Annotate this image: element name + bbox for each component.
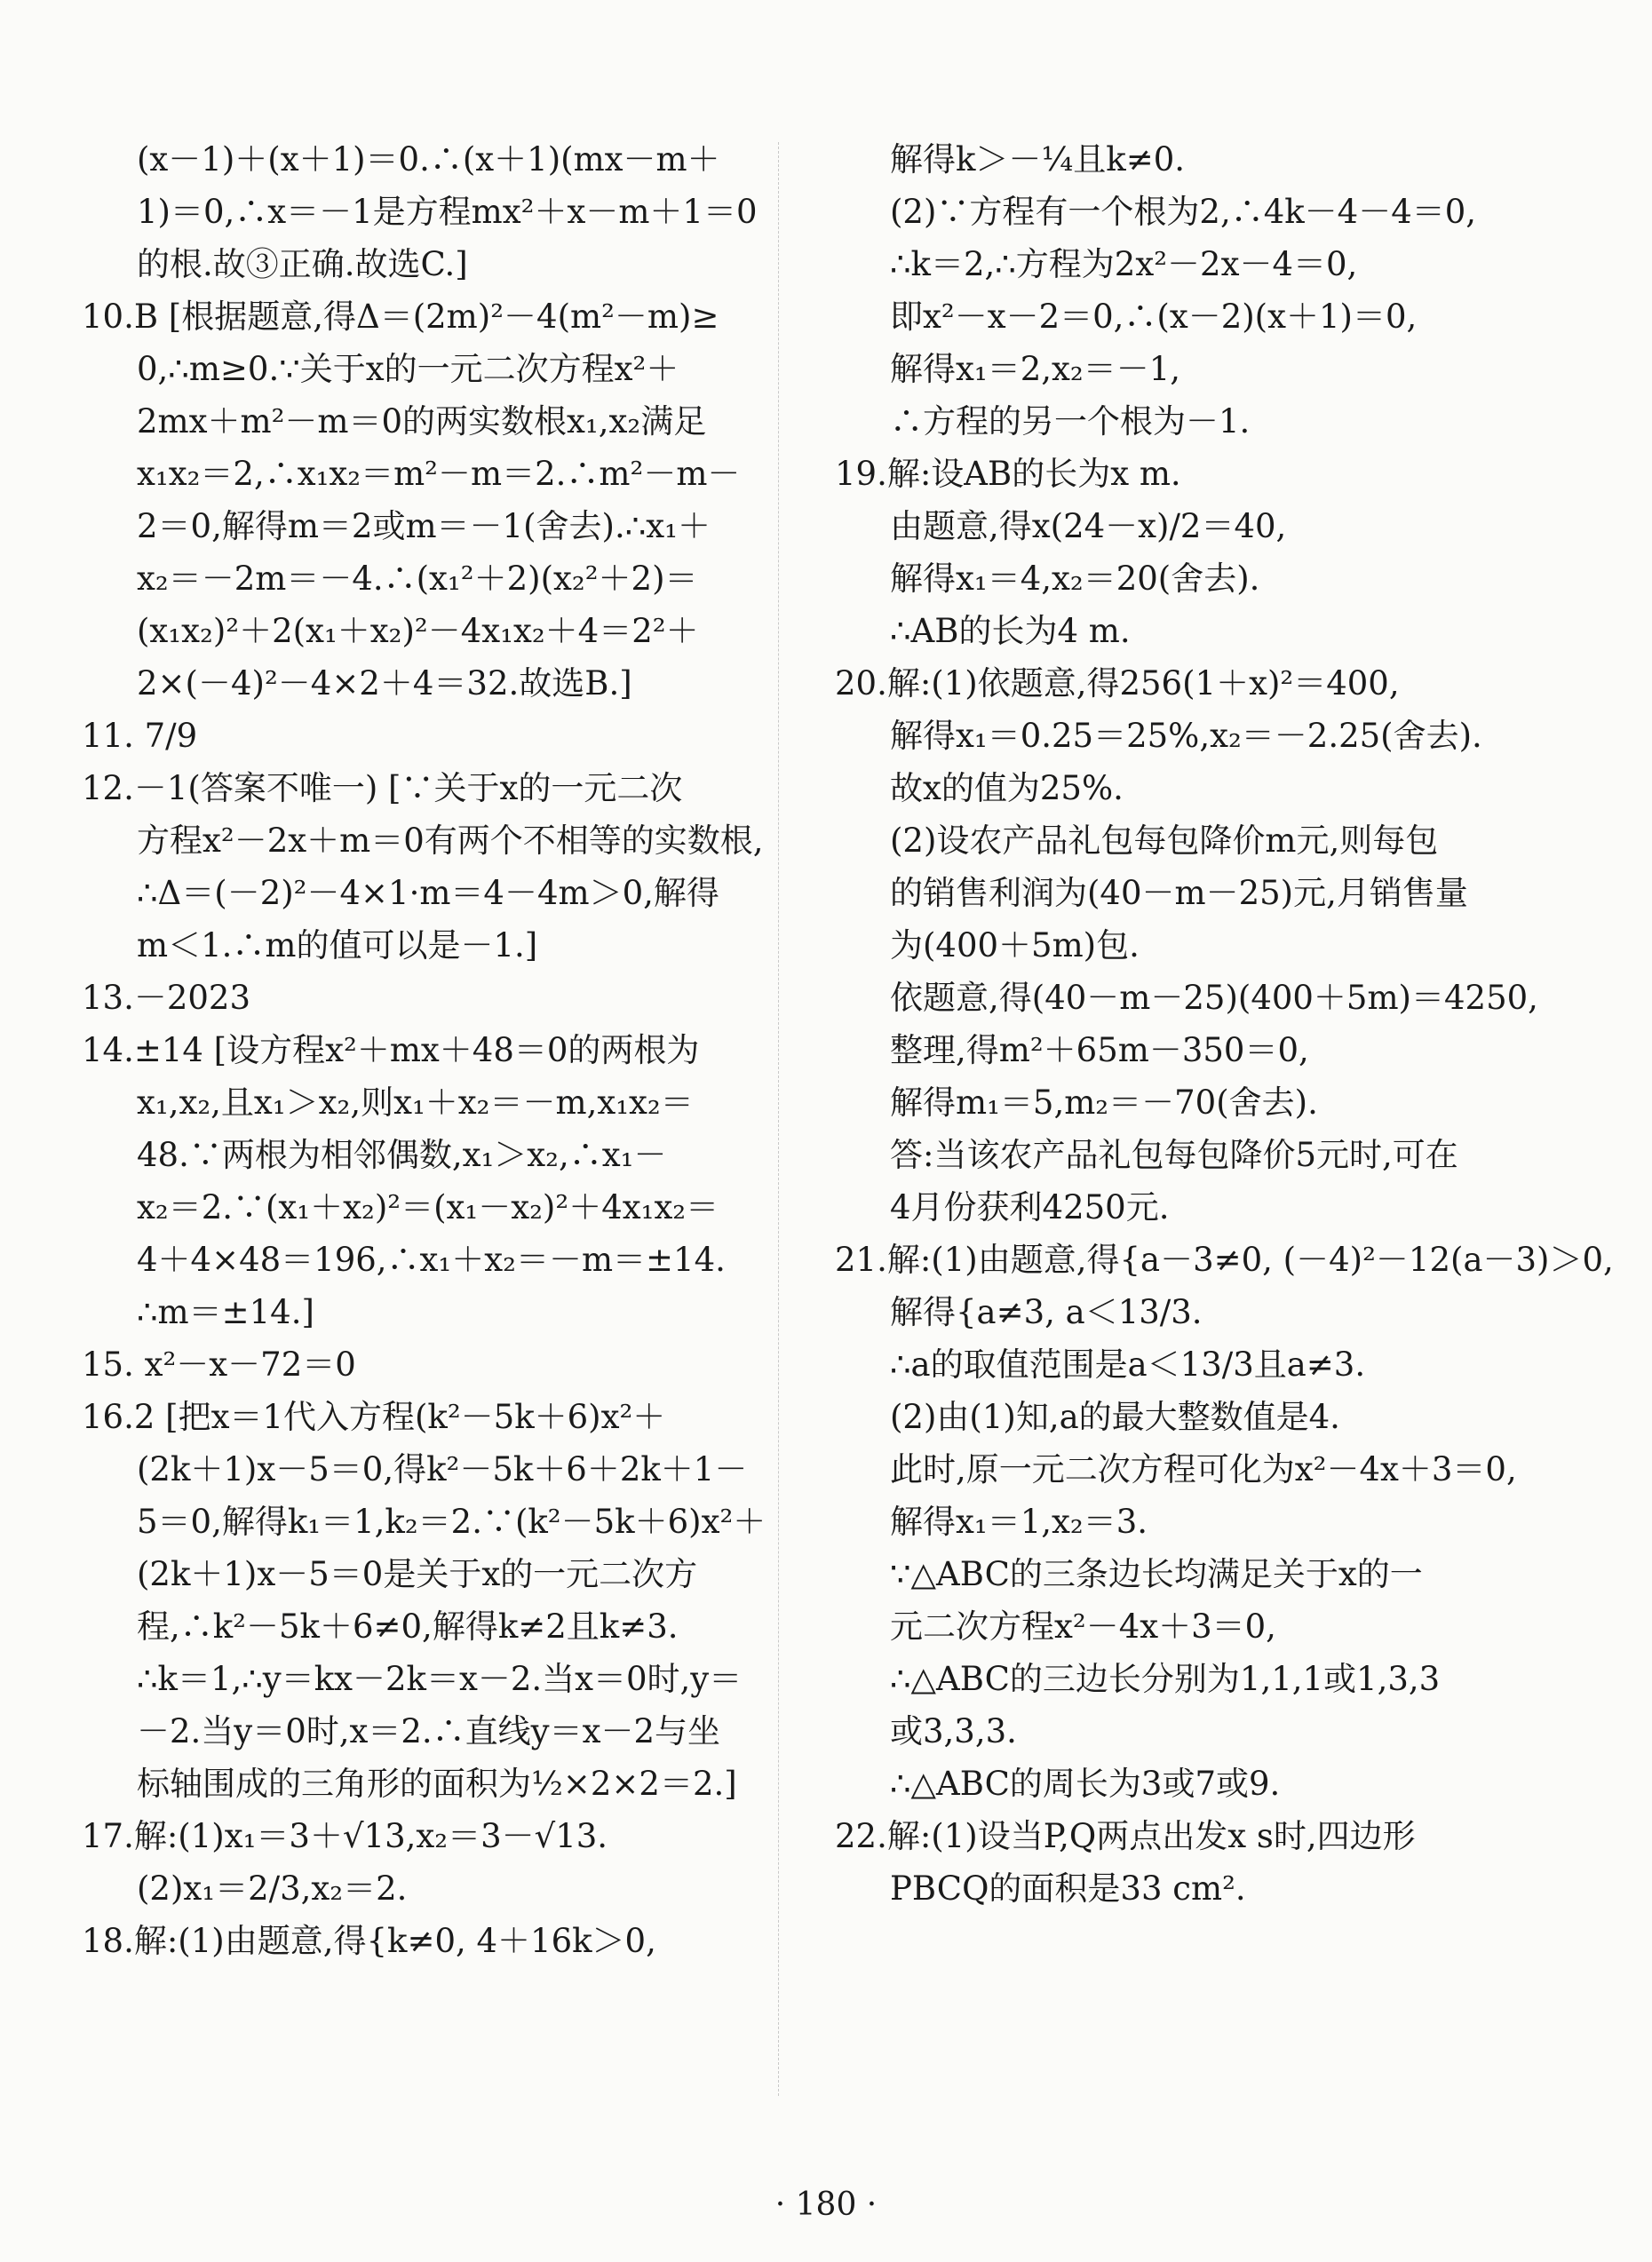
text-line: 22.解:(1)设当P,Q两点出发x s时,四边形 — [835, 1817, 1416, 1855]
text-line: (x－1)＋(x＋1)＝0.∴(x＋1)(mx－m＋ — [137, 140, 720, 179]
text-line: (2)∵方程有一个根为2,∴4k－4－4＝0, — [890, 193, 1477, 231]
text-line: 解得{a≠3, a＜13/3. — [890, 1293, 1203, 1331]
text-line: ∴k＝1,∴y＝kx－2k＝x－2.当x＝0时,y＝ — [137, 1660, 743, 1698]
text-line: 由题意,得x(24－x)/2＝40, — [890, 507, 1287, 545]
text-line: PBCQ的面积是33 cm². — [890, 1869, 1246, 1908]
text-line: 即x²－x－2＝0,∴(x－2)(x＋1)＝0, — [890, 298, 1418, 336]
text-line: 的根.故③正确.故选C.] — [137, 245, 468, 283]
text-line: 故x的值为25%. — [890, 769, 1124, 807]
text-line: ∴Δ＝(－2)²－4×1·m＝4－4m＞0,解得 — [137, 874, 719, 912]
text-line: (2k＋1)x－5＝0,得k²－5k＋6＋2k＋1－ — [137, 1450, 748, 1488]
text-line: ∴AB的长为4 m. — [890, 612, 1131, 650]
text-line: m＜1.∴m的值可以是－1.] — [137, 926, 538, 964]
text-line: 解得m₁＝5,m₂＝－70(舍去). — [890, 1083, 1318, 1122]
text-line: 整理,得m²＋65m－350＝0, — [890, 1031, 1309, 1069]
text-line: 1)＝0,∴x＝－1是方程mx²＋x－m＋1＝0 — [137, 193, 758, 231]
text-line: 4＋4×48＝196,∴x₁＋x₂＝－m＝±14. — [137, 1241, 726, 1279]
text-line: ∴△ABC的周长为3或7或9. — [890, 1765, 1281, 1803]
text-line: 解得x₁＝0.25＝25%,x₂＝－2.25(舍去). — [890, 717, 1482, 755]
text-line: 或3,3,3. — [890, 1712, 1017, 1750]
right-column — [835, 133, 1614, 1915]
text-line: 解得x₁＝4,x₂＝20(舍去). — [890, 560, 1260, 598]
text-line: ∴a的取值范围是a＜13/3且a≠3. — [890, 1345, 1366, 1384]
text-line: 此时,原一元二次方程可化为x²－4x＋3＝0, — [890, 1450, 1517, 1488]
text-line: (x₁x₂)²＋2(x₁＋x₂)²－4x₁x₂＋4＝2²＋ — [137, 612, 699, 650]
text-line: 2＝0,解得m＝2或m＝－1(舍去).∴x₁＋ — [137, 507, 711, 545]
text-line: 15. x²－x－72＝0 — [82, 1345, 356, 1384]
text-line: 10.B [根据题意,得Δ＝(2m)²－4(m²－m)≥ — [82, 298, 719, 336]
text-line: 解得k＞－¼且k≠0. — [890, 140, 1186, 179]
text-line: 13.－2023 — [82, 979, 251, 1017]
text-line: ∴k＝2,∴方程为2x²－2x－4＝0, — [890, 245, 1358, 283]
column-divider — [778, 142, 779, 2096]
text-line: 0,∴m≥0.∵关于x的一元二次方程x²＋ — [137, 350, 679, 388]
text-line: 12.－1(答案不唯一) [∵关于x的一元二次 — [82, 769, 683, 807]
text-line: 2mx＋m²－m＝0的两实数根x₁,x₂满足 — [137, 402, 707, 440]
text-line: 解得x₁＝2,x₂＝－1, — [890, 350, 1181, 388]
text-line: x₁x₂＝2,∴x₁x₂＝m²－m＝2.∴m²－m－ — [137, 455, 741, 493]
text-line: 19.解:设AB的长为x m. — [835, 455, 1181, 493]
page-number: · 180 · — [774, 2187, 878, 2223]
text-line: 20.解:(1)依题意,得256(1＋x)²＝400, — [835, 664, 1400, 702]
text-line: 14.±14 [设方程x²＋mx＋48＝0的两根为 — [82, 1031, 700, 1069]
text-line: ∴m＝±14.] — [137, 1293, 314, 1331]
text-line: 17.解:(1)x₁＝3＋√13,x₂＝3－√13. — [82, 1817, 608, 1855]
text-line: 2×(－4)²－4×2＋4＝32.故选B.] — [137, 664, 632, 702]
text-line: －2.当y＝0时,x＝2.∴直线y＝x－2与坐 — [137, 1712, 720, 1750]
text-line: 元二次方程x²－4x＋3＝0, — [890, 1607, 1276, 1646]
text-line: (2)设农产品礼包每包降价m元,则每包 — [890, 821, 1439, 860]
text-line: ∵△ABC的三条边长均满足关于x的一 — [890, 1555, 1423, 1593]
text-line: 11. 7/9 — [82, 717, 198, 755]
text-line: ∴△ABC的三边长分别为1,1,1或1,3,3 — [890, 1660, 1441, 1698]
text-line: 5＝0,解得k₁＝1,k₂＝2.∵(k²－5k＋6)x²＋ — [137, 1503, 766, 1541]
text-line: 标轴围成的三角形的面积为½×2×2＝2.] — [137, 1765, 737, 1803]
text-line: 18.解:(1)由题意,得{k≠0, 4＋16k＞0, — [82, 1922, 656, 1960]
left-column — [82, 133, 766, 1967]
text-line: 方程x²－2x＋m＝0有两个不相等的实数根, — [137, 821, 764, 860]
text-line: x₁,x₂,且x₁＞x₂,则x₁＋x₂＝－m,x₁x₂＝ — [137, 1083, 694, 1122]
text-line: x₂＝2.∵(x₁＋x₂)²＝(x₁－x₂)²＋4x₁x₂＝ — [137, 1188, 719, 1226]
text-line: 答:当该农产品礼包每包降价5元时,可在 — [890, 1136, 1458, 1174]
text-line: 48.∵两根为相邻偶数,x₁＞x₂,∴x₁－ — [137, 1136, 667, 1174]
text-line: ∴方程的另一个根为－1. — [890, 402, 1251, 440]
text-line: 程,∴k²－5k＋6≠0,解得k≠2且k≠3. — [137, 1607, 679, 1646]
text-line: (2)x₁＝2/3,x₂＝2. — [137, 1869, 408, 1908]
text-line: x₂＝－2m＝－4.∴(x₁²＋2)(x₂²＋2)＝ — [137, 560, 698, 598]
text-line: 依题意,得(40－m－25)(400＋5m)＝4250, — [890, 979, 1538, 1017]
text-line: 4月份获利4250元. — [890, 1188, 1170, 1226]
text-line: 为(400＋5m)包. — [890, 926, 1140, 964]
text-line: 16.2 [把x＝1代入方程(k²－5k＋6)x²＋ — [82, 1398, 666, 1436]
text-line: 解得x₁＝1,x₂＝3. — [890, 1503, 1148, 1541]
text-line: (2k＋1)x－5＝0是关于x的一元二次方 — [137, 1555, 698, 1593]
text-line: 的销售利润为(40－m－25)元,月销售量 — [890, 874, 1468, 912]
text-line: (2)由(1)知,a的最大整数值是4. — [890, 1398, 1340, 1436]
text-line: 21.解:(1)由题意,得{a－3≠0, (－4)²－12(a－3)＞0, — [835, 1241, 1614, 1279]
